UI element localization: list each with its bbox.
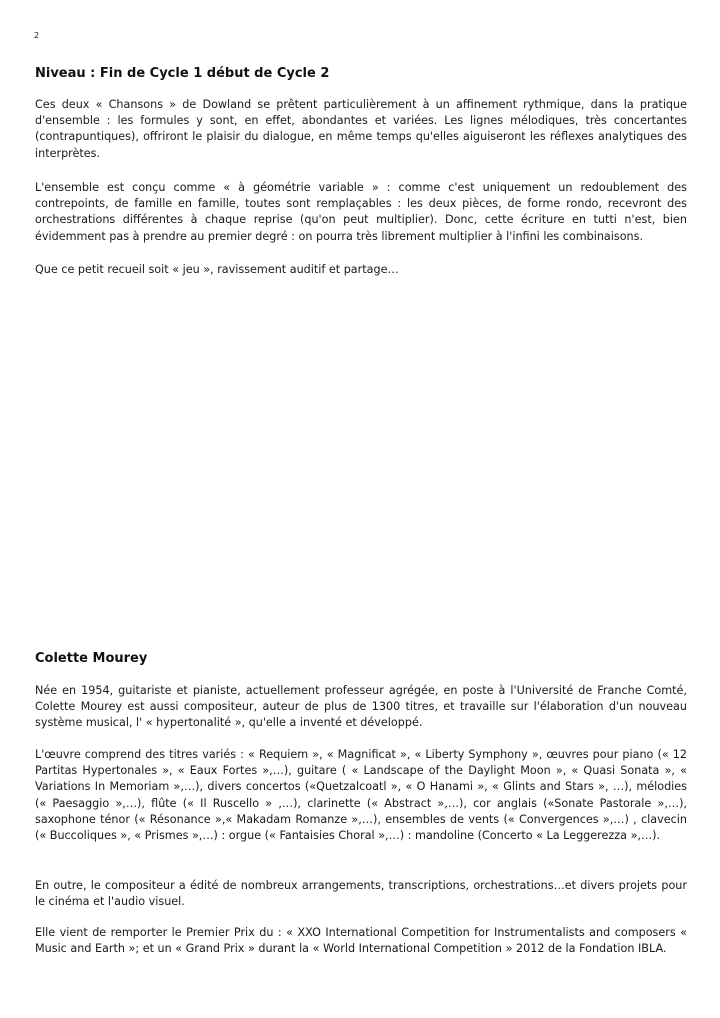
author-heading: Colette Mourey — [35, 651, 148, 666]
bio-paragraph-1: Née en 1954, guitariste et pianiste, actuellement professeur agrégée, en poste à l'Université de Franche Comté, Colette Mourey est aussi compositeur, auteur de plus de 1300 titres, et travaille sur l'élaboration d'un nouveau système musical, l' « hypertonalité », qu'elle a inventé et développé. — [35, 684, 687, 730]
bio-paragraph-4: Elle vient de remporter le Premier Prix du : « XXO International Competition for Instrumentalists and composers « Music and Earth »; et un « Grand Prix » durant la « World International Competition » 2012 de la Fondation IBLA. — [35, 926, 687, 956]
intro-paragraph-3: Que ce petit recueil soit « jeu », ravissement auditif et partage… — [35, 263, 399, 276]
bio-paragraph-3: En outre, le compositeur a édité de nombreux arrangements, transcriptions, orchestrations…et divers projets pour le cinéma et l'audio visuel. — [35, 879, 687, 909]
bio-paragraph-2: L'œuvre comprend des titres variés : « Requiem », « Magnificat », « Liberty Symphony », œuvres pour piano (« 12 Partitas Hypertonales », « Eaux Fortes »,…), guitare ( « Landscape of the Daylight Moon », « Quasi Sonata », « Variations In Memoriam »,…), divers concertos («Quetzalcoatl », « O Hanami », « Glints and Stars », …), mélodies (« Paesaggio »,…), flûte (« Il Ruscello » ,…), clarinette (« Abstract »,…), cor anglais («Sonate Pastorale »,…), saxophone ténor (« Résonance »,« Makadam Romanze »,…), ensembles de vents (« Convergences »,…) , clavecin (« Buccoliques », « Prismes »,…) : orgue (« Fantaisies Choral »,…) : mandoline (Concerto « La Leggerezza »,…). — [35, 748, 687, 843]
page-number: 2 — [34, 31, 40, 40]
level-heading: Niveau : Fin de Cycle 1 début de Cycle 2 — [35, 66, 330, 81]
intro-paragraph-2: L'ensemble est conçu comme « à géométrie variable » : comme c'est uniquement un redoublement des contrepoints, de famille en famille, toutes sont remplaçables : les deux pièces, de forme rondo, recevront des orchestrations différentes à chaque reprise (qu'on peut multiplier). Donc, cette écriture en tutti n'est, bien évidemment pas à prendre au premier degré : on pourra très librement multiplier à l'infini les combinaisons. — [35, 181, 687, 243]
intro-paragraph-1: Ces deux « Chansons » de Dowland se prêtent particulièrement à un affinement rythmique, dans la pratique d'ensemble : les formules y sont, en effet, abondantes et variées. Les lignes mélodiques, très concertantes (contrapuntiques), offriront le plaisir du dialogue, en même temps qu'elles aiguiseront les réflexes analytiques des interprètes. — [35, 98, 687, 160]
